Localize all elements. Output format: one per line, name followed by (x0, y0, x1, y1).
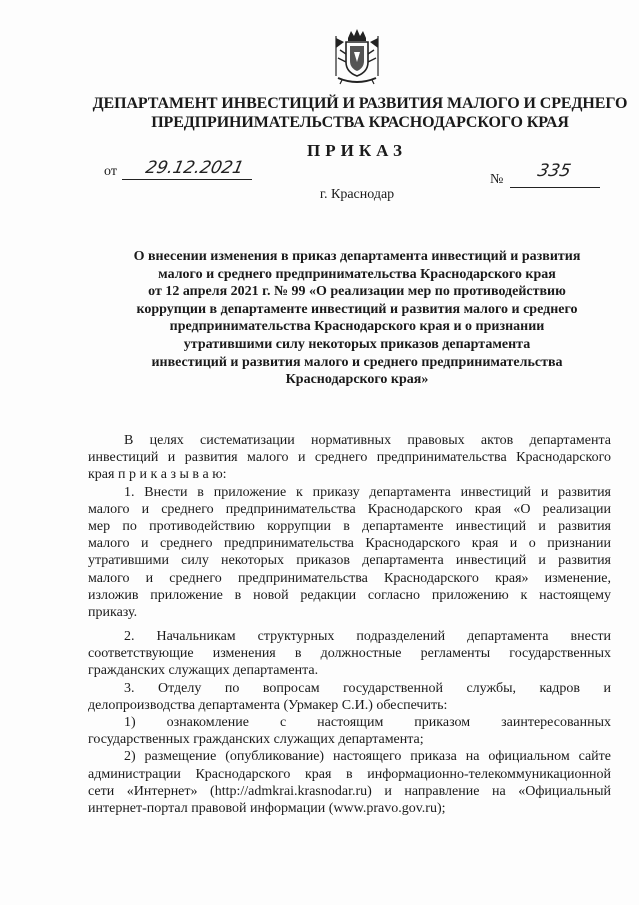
subject-line: Краснодарского края» (285, 372, 429, 388)
text-line: 1. Внести в приложение к приказу департамента инвестиций и развития (124, 484, 611, 500)
text-line: 3. Отделу по вопросам государственной службы, кадров и (124, 680, 611, 696)
text-line: интернет-портал правовой информации (www.pravo.gov.ru); (88, 800, 446, 816)
text-line: малого и среднего предпринимательства Краснодарского края «О реализации (88, 501, 611, 517)
text-line: администрации Краснодарского края в информационно-телекоммуникационной (88, 766, 611, 782)
item-3-1-paragraph (88, 714, 611, 748)
text-line: изложив приложение в новой редакции согласно приложению к настоящему (88, 587, 611, 603)
item-2-paragraph (88, 628, 611, 680)
text-line: 2) размещение (опубликование) настоящего приказа на официальном сайте (124, 749, 611, 765)
text-line: сети «Интернет» (http://admkrai.krasnodar.ru) и направление на «Официальный (88, 783, 611, 799)
item-3-paragraph (88, 680, 611, 714)
subject-line: от 12 апреля 2021 г. № 99 «О реализации мер по противодействию (148, 284, 566, 300)
krasnodar-coat-of-arms-icon (330, 28, 384, 86)
date-label: от (104, 164, 117, 179)
date-underline (122, 179, 252, 180)
subject-line: О внесении изменения в приказ департамента инвестиций и развития (133, 249, 581, 264)
text-line: 1) ознакомление с настоящим приказом заинтересованных (124, 715, 611, 730)
text-line: государственных гражданских служащих департамента; (88, 732, 424, 748)
item-1-paragraph (88, 484, 611, 622)
city: г. Краснодар (319, 187, 395, 202)
text-line: инвестиций и развития малого и среднего предпринимательства Краснодарского (88, 450, 611, 466)
department-name-line: ДЕПАРТАМЕНТ ИНВЕСТИЦИЙ И РАЗВИТИЯ МАЛОГО И СРЕДНЕГО (92, 95, 628, 112)
handwritten-number: 335 (535, 161, 573, 181)
text-line: утратившими силу некоторых приказов департамента инвестиций и развития (88, 553, 611, 569)
order-subject (100, 248, 614, 389)
text-line: 2. Начальникам структурных подразделений департамента внести (124, 629, 611, 645)
text-line: соответствующие изменения в должностные регламенты государственных (88, 646, 611, 662)
subject-line: коррупции в департаменте инвестиций и развития малого и среднего (136, 301, 578, 317)
order-title: ПРИКАЗ (307, 141, 407, 160)
text-line: края п р и к а з ы в а ю: (88, 467, 227, 483)
department-name (80, 94, 639, 132)
handwritten-date: 29.12.2021 (143, 158, 246, 178)
department-name-line: ПРЕДПРИНИМАТЕЛЬСТВА КРАСНОДАРСКОГО КРАЯ (151, 114, 569, 131)
number-label: № (490, 172, 504, 187)
text-line: В целях систематизации нормативных правовых актов департамента (124, 433, 611, 448)
text-line: малого и среднего предпринимательства Краснодарского края» изменение, (88, 570, 611, 586)
intro-paragraph (88, 432, 611, 484)
item-3-2-paragraph (88, 748, 611, 817)
subject-line: предпринимательства Краснодарского края и о признании (169, 319, 545, 335)
subject-line: утратившими силу некоторых приказов департамента (183, 336, 531, 352)
subject-line: малого и среднего предпринимательства Краснодарского края (158, 266, 556, 282)
subject-line: инвестиций и развития малого и среднего предпринимательства (151, 354, 563, 370)
text-line: делопроизводства департамента (Урмакер С.И.) обеспечить: (88, 697, 448, 713)
order-body (88, 432, 611, 817)
text-line: гражданских служащих департамента. (88, 663, 319, 679)
text-line: малого и среднего предпринимательства Краснодарского края и о признании (88, 536, 611, 552)
text-line: мер по противодействию коррупции в департаменте инвестиций и развития (88, 518, 611, 534)
text-line: приказу. (88, 604, 138, 620)
